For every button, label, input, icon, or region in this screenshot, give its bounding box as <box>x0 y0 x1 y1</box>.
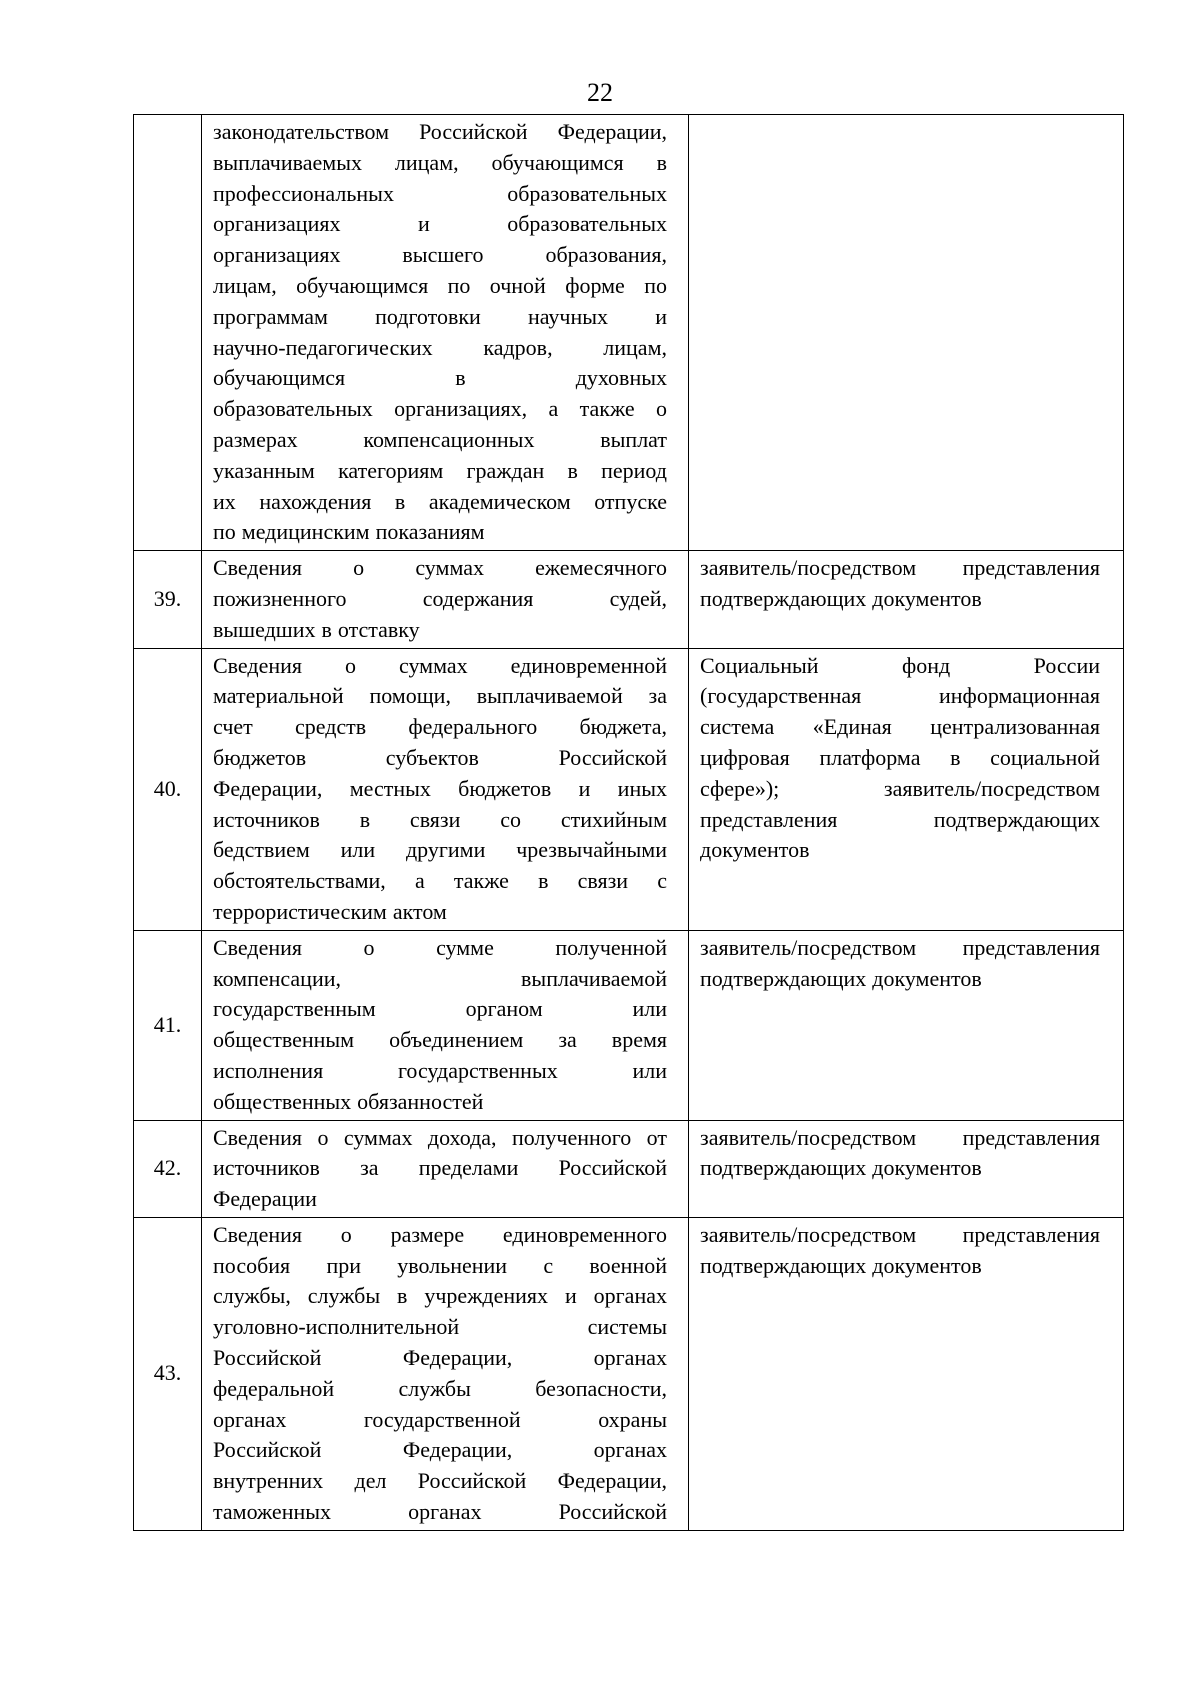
text-line: пособия при увольнении с военной <box>213 1252 667 1278</box>
text-line: программам подготовки научных и <box>213 303 667 329</box>
info-description-cell <box>202 115 689 551</box>
table-row <box>134 115 1124 551</box>
text-line: научно-педагогических кадров, лицам, <box>213 334 667 360</box>
text-line: органах государственной охраны <box>213 1406 667 1432</box>
info-source-cell <box>689 1120 1124 1217</box>
table-row <box>134 930 1124 1120</box>
text-line: образовательных организациях, а также о <box>213 396 667 422</box>
text-line: Российской Федерации, органах <box>213 1345 667 1371</box>
text-line: Сведения о суммах дохода, полученного от <box>213 1124 667 1150</box>
source-text <box>689 1121 1123 1187</box>
text-line: сфере»); заявитель/посредством <box>700 775 1100 801</box>
description-text <box>202 1218 688 1530</box>
text-line: подтверждающих документов <box>700 1155 982 1181</box>
text-line: организациях высшего образования, <box>213 242 667 268</box>
text-line: лицам, обучающимся по очной форме по <box>213 272 667 298</box>
info-source-cell <box>689 930 1124 1120</box>
documents-table <box>133 114 1124 1531</box>
text-line: исполнения государственных или <box>213 1057 667 1083</box>
text-line: организациях и образовательных <box>213 211 667 237</box>
source-text <box>689 931 1123 997</box>
description-text <box>202 1121 688 1217</box>
text-line: Сведения о суммах единовременной <box>213 652 667 678</box>
text-line: Социальный фонд России <box>700 652 1100 678</box>
text-line: подтверждающих документов <box>700 965 982 991</box>
info-description-cell <box>202 930 689 1120</box>
row-number <box>134 115 202 551</box>
table-row <box>134 1120 1124 1217</box>
info-description-cell <box>202 551 689 648</box>
text-line: террористическим актом <box>213 898 447 924</box>
text-line: их нахождения в академическом отпуске <box>213 488 667 514</box>
text-line: размерах компенсационных выплат <box>213 426 667 452</box>
info-source-cell <box>689 115 1124 551</box>
description-text <box>202 931 688 1120</box>
text-line: таможенных органах Российской <box>213 1499 667 1525</box>
text-line: представления подтверждающих <box>700 806 1100 832</box>
text-line: (государственная информационная <box>700 683 1100 709</box>
text-line: вышедших в отставку <box>213 616 420 642</box>
row-number: 42. <box>134 1120 202 1217</box>
description-text <box>202 115 688 550</box>
description-text <box>202 551 688 647</box>
table-body <box>134 115 1124 1531</box>
text-line: Сведения о суммах ежемесячного <box>213 555 667 581</box>
table-row <box>134 1217 1124 1530</box>
text-line: обучающимся в духовных <box>213 365 667 391</box>
text-line: подтверждающих документов <box>700 585 982 611</box>
row-number: 39. <box>134 551 202 648</box>
row-number: 40. <box>134 648 202 930</box>
info-source-cell <box>689 551 1124 648</box>
text-line: компенсации, выплачиваемой <box>213 965 667 991</box>
info-description-cell <box>202 1120 689 1217</box>
text-line: по медицинским показаниям <box>213 519 485 545</box>
source-text <box>689 115 1123 119</box>
text-line: общественных обязанностей <box>213 1088 484 1114</box>
text-line: Российской Федерации, органах <box>213 1437 667 1463</box>
text-line: заявитель/посредством представления <box>700 1221 1100 1247</box>
text-line: указанным категориям граждан в период <box>213 457 667 483</box>
text-line: Федерации <box>213 1186 317 1212</box>
info-description-cell <box>202 648 689 930</box>
text-line: Федерации, местных бюджетов и иных <box>213 775 667 801</box>
source-text <box>689 1218 1123 1284</box>
info-description-cell <box>202 1217 689 1530</box>
table-row <box>134 648 1124 930</box>
info-source-cell <box>689 1217 1124 1530</box>
text-line: заявитель/посредством представления <box>700 1124 1100 1150</box>
text-line: счет средств федерального бюджета, <box>213 714 667 740</box>
text-line: пожизненного содержания судей, <box>213 585 667 611</box>
text-line: документов <box>700 837 810 863</box>
source-text <box>689 649 1123 869</box>
page-number: 22 <box>587 78 613 107</box>
text-line: законодательством Российской Федерации, <box>213 119 667 144</box>
text-line: федеральной службы безопасности, <box>213 1375 667 1401</box>
text-line: профессиональных образовательных <box>213 180 667 206</box>
description-text <box>202 649 688 930</box>
text-line: система «Единая централизованная <box>700 714 1100 740</box>
text-line: источников в связи со стихийным <box>213 806 667 832</box>
text-line: государственным органом или <box>213 996 667 1022</box>
text-line: материальной помощи, выплачиваемой за <box>213 683 667 709</box>
text-line: выплачиваемых лицам, обучающимся в <box>213 149 667 175</box>
table-row <box>134 551 1124 648</box>
text-line: обстоятельствами, а также в связи с <box>213 868 667 894</box>
text-line: бедствием или другими чрезвычайными <box>213 837 667 863</box>
text-line: Сведения о сумме полученной <box>213 934 667 960</box>
row-number: 43. <box>134 1217 202 1530</box>
text-line: цифровая платформа в социальной <box>700 744 1100 770</box>
text-line: общественным объединением за время <box>213 1027 667 1053</box>
row-number: 41. <box>134 930 202 1120</box>
text-line: внутренних дел Российской Федерации, <box>213 1468 667 1494</box>
text-line: Сведения о размере единовременного <box>213 1221 667 1247</box>
text-line: бюджетов субъектов Российской <box>213 744 667 770</box>
text-line: подтверждающих документов <box>700 1252 982 1278</box>
text-line: службы, службы в учреждениях и органах <box>213 1283 667 1309</box>
text-line: заявитель/посредством представления <box>700 934 1100 960</box>
text-line: заявитель/посредством представления <box>700 555 1100 581</box>
text-line: источников за пределами Российской <box>213 1155 667 1181</box>
source-text <box>689 551 1123 617</box>
text-line: уголовно-исполнительной системы <box>213 1314 667 1340</box>
info-source-cell <box>689 648 1124 930</box>
